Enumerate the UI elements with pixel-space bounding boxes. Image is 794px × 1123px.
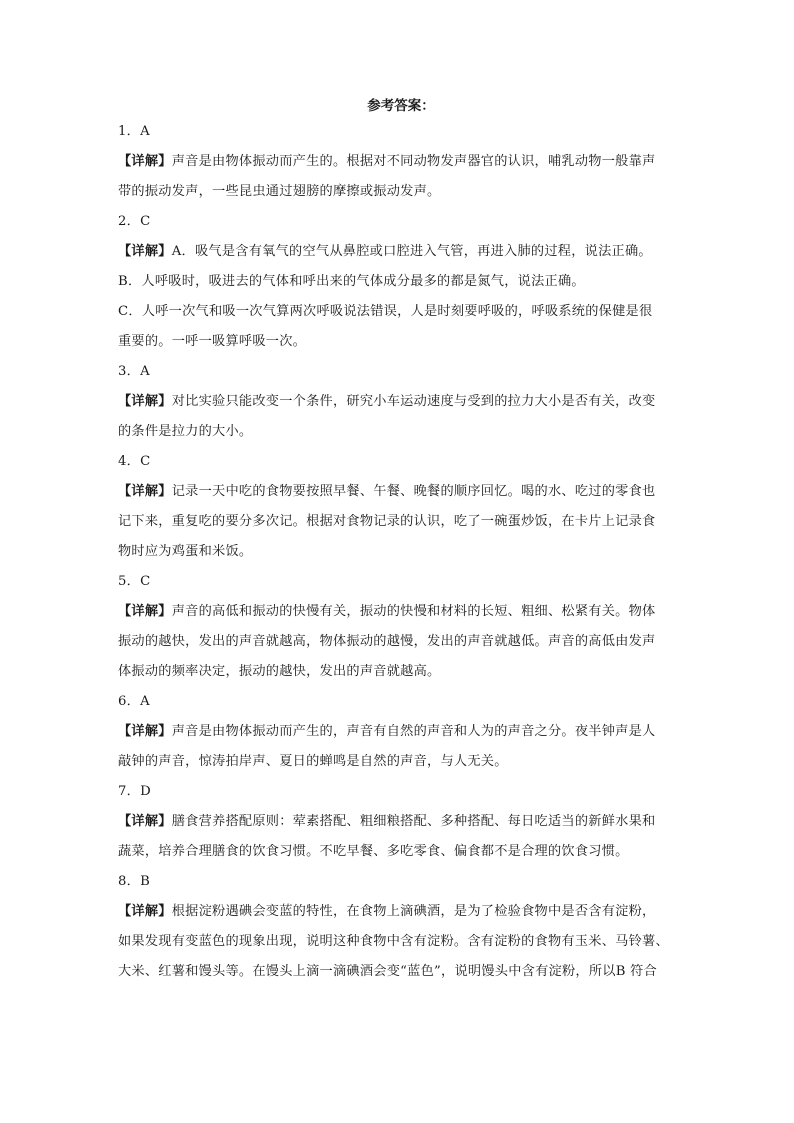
explanation-line: 【详解】声音是由物体振动而产生的。根据对不同动物发声器官的认识，哺乳动物一般靠声 (118, 154, 656, 169)
explanation-line: 记下来，重复吃的要分多次记。根据对食物记录的认识，吃了一碗蛋炒饭，在卡片上记录食 (118, 514, 656, 529)
explanation-line: 物时应为鸡蛋和米饭。 (118, 544, 253, 559)
answer-number: 8．B (118, 874, 151, 889)
explanation-line: 【详解】声音是由物体振动而产生的，声音有自然的声音和人为的声音之分。夜半钟声是人 (118, 724, 656, 739)
explanation-line: C．人呼一次气和吸一次气算两次呼吸说法错误，人是时刻要呼吸的，呼吸系统的保健是很 (118, 304, 653, 319)
answer-number: 4．C (118, 454, 151, 469)
answer-number: 5．C (118, 574, 151, 589)
explanation-line: 重要的。一呼一吸算呼吸一次。 (118, 334, 307, 349)
explanation-line: B．人呼吸时，吸进去的气体和呼出来的气体成分最多的都是氮气，说法正确。 (118, 274, 585, 289)
detail-tag: 【详解】 (118, 154, 172, 169)
detail-tag: 【详解】 (118, 814, 172, 829)
explanation-line: 振动的越快，发出的声音就越高，物体振动的越慢，发出的声音就越低。声音的高低由发声 (118, 634, 656, 649)
explanation-line: 大米、红薯和馒头等。在馒头上滴一滴碘酒会变“蓝色”，说明馒头中含有淀粉，所以B 符合 (118, 964, 657, 979)
answer-number: 2．C (118, 214, 151, 229)
explanation-line: 【详解】膳食营养搭配原则：荤素搭配、粗细粮搭配、多种搭配、每日吃适当的新鲜水果和 (118, 814, 656, 829)
explanation-line: 体振动的频率决定，振动的越快，发出的声音就越高。 (118, 664, 441, 679)
page-title: 参考答案： (367, 98, 435, 114)
detail-tag: 【详解】 (118, 394, 172, 409)
explanation-line: 蔬菜，培养合理膳食的饮食习惯。不吃早餐、多吃零食、偏食都不是合理的饮食习惯。 (118, 844, 629, 859)
explanation-line: 【详解】A．吸气是含有氧气的空气从鼻腔或口腔进入气管，再进入肺的过程，说法正确。 (118, 244, 652, 259)
explanation-line: 的条件是拉力的大小。 (118, 424, 253, 439)
detail-tag: 【详解】 (118, 484, 172, 499)
explanation-line: 【详解】根据淀粉遇碘会变蓝的特性，在食物上滴碘酒，是为了检验食物中是否含有淀粉， (118, 904, 656, 919)
detail-tag: 【详解】 (118, 604, 172, 619)
detail-tag: 【详解】 (118, 904, 172, 919)
explanation-line: 带的振动发声，一些昆虫通过翅膀的摩擦或振动发声。 (118, 184, 441, 199)
answer-number: 1．A (118, 124, 150, 139)
explanation-line: 【详解】声音的高低和振动的快慢有关，振动的快慢和材料的长短、粗细、松紧有关。物体 (118, 604, 656, 619)
detail-tag: 【详解】 (118, 724, 172, 739)
answer-number: 6．A (118, 694, 150, 709)
answer-number: 7．D (118, 784, 151, 799)
explanation-line: 如果发现有变蓝色的现象出现，说明这种食物中含有淀粉。含有淀粉的食物有玉米、马铃薯、 (118, 934, 669, 949)
explanation-line: 【详解】记录一天中吃的食物要按照早餐、午餐、晚餐的顺序回忆。喝的水、吃过的零食也 (118, 484, 656, 499)
explanation-line: 敲钟的声音，惊涛拍岸声、夏日的蝉鸣是自然的声音，与人无关。 (118, 754, 508, 769)
answer-number: 3．A (118, 364, 150, 379)
explanation-line: 【详解】对比实验只能改变一个条件，研究小车运动速度与受到的拉力大小是否有关，改变 (118, 394, 656, 409)
detail-tag: 【详解】 (118, 244, 172, 259)
